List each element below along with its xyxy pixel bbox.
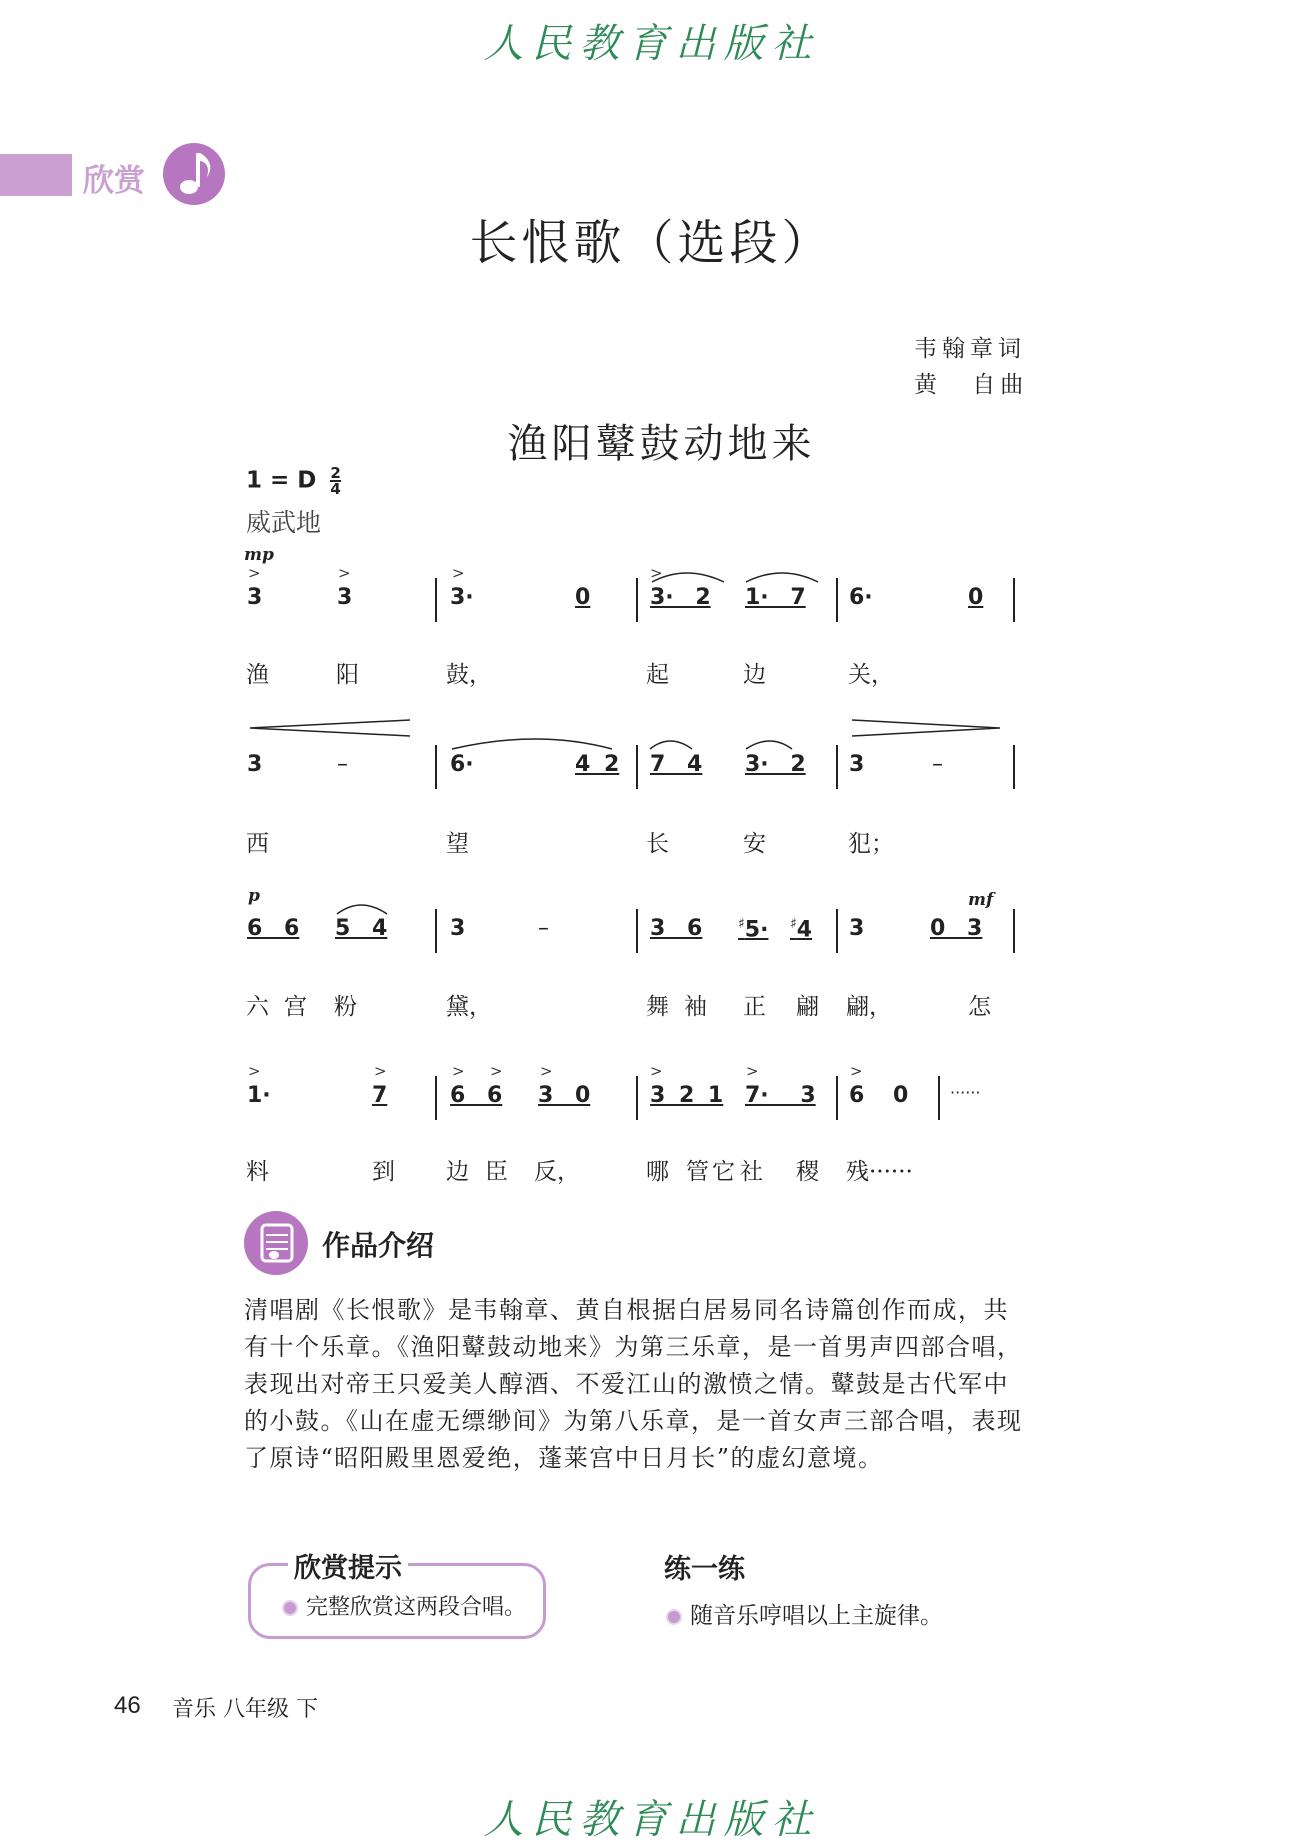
accent-mark: > xyxy=(746,1062,759,1080)
note-group: 4 2 xyxy=(575,752,620,777)
accent-mark: > xyxy=(490,1062,503,1080)
time-signature-bottom: 4 xyxy=(330,480,341,498)
accent-mark: > xyxy=(650,1062,663,1080)
note: 0 xyxy=(575,585,591,610)
decrescendo-hairpin xyxy=(848,718,1008,738)
movement-title: 渔阳鼙鼓动地来 xyxy=(507,421,816,467)
lyric: 犯； xyxy=(848,831,894,857)
barline xyxy=(636,578,638,622)
note: 3 xyxy=(849,916,865,941)
note: 0 xyxy=(893,1083,909,1108)
accent-mark: > xyxy=(338,564,351,582)
note: 3 xyxy=(849,752,865,777)
lyric: 望 xyxy=(446,831,469,857)
note-group: 6 6 xyxy=(247,916,300,941)
note-group: 3· 2 xyxy=(650,585,711,610)
lyric: 阳 xyxy=(336,662,359,688)
song-title: 长恨歌（选段） xyxy=(469,215,834,271)
note-group: 1· 7 xyxy=(745,585,806,610)
note: 3· xyxy=(450,585,474,610)
note: 1· xyxy=(247,1083,271,1108)
accent-mark: > xyxy=(540,1062,553,1080)
barline xyxy=(836,1076,838,1120)
tips-item: 完整欣赏这两段合唱。 xyxy=(282,1590,526,1621)
barline xyxy=(836,909,838,953)
lyric: 边 xyxy=(743,662,766,688)
note: 3 xyxy=(450,916,466,941)
note: 3 xyxy=(247,585,263,610)
lyric: 西 xyxy=(246,831,269,857)
dash: – xyxy=(932,752,943,777)
note: 3 xyxy=(337,585,353,610)
tempo-marking: 威武地 xyxy=(246,508,322,537)
barline xyxy=(435,578,437,622)
barline xyxy=(1013,909,1015,953)
time-signature-top: 2 xyxy=(330,464,341,482)
note-group: 3 0 xyxy=(538,1083,591,1108)
lyric: 稷 xyxy=(796,1159,819,1185)
note-group: 6 6 xyxy=(450,1083,503,1108)
lyric: 翩 xyxy=(796,994,819,1020)
lyric: 边 xyxy=(446,1159,469,1185)
barline xyxy=(435,1076,437,1120)
dash: – xyxy=(538,916,549,941)
publisher-watermark-top: 人民教育出版社 xyxy=(483,21,820,67)
note: 7 xyxy=(372,1083,388,1108)
lyric: 宫 xyxy=(284,994,307,1020)
practice-heading: 练一练 xyxy=(664,1554,745,1585)
lyric: 翩， xyxy=(846,994,892,1020)
scroll-icon xyxy=(244,1211,308,1275)
lyric: 舞 xyxy=(646,994,669,1020)
lyric: 它 xyxy=(712,1159,735,1185)
accent-mark: > xyxy=(452,564,465,582)
lyric: 鼓， xyxy=(446,662,492,688)
note-group: 7· 3 xyxy=(745,1083,816,1108)
lyric: 社 xyxy=(740,1159,763,1185)
lyric: 黛， xyxy=(446,994,492,1020)
lyric: 粉 xyxy=(334,994,357,1020)
lyric: 正 xyxy=(743,994,766,1020)
note-group: 3 2 1 xyxy=(650,1083,724,1108)
barline xyxy=(435,909,437,953)
section-bar xyxy=(0,154,72,196)
ellipsis: ······ xyxy=(950,1083,981,1102)
book-title: 音乐 八年级 下 xyxy=(172,1697,318,1722)
practice-item: 随音乐哼唱以上主旋律。 xyxy=(666,1597,943,1630)
barline xyxy=(938,1076,940,1120)
slur-marks xyxy=(448,733,838,753)
note: 3 xyxy=(247,752,263,777)
slur-marks xyxy=(333,898,393,918)
lyric: 残······ xyxy=(846,1159,913,1185)
lyric: 六 xyxy=(246,994,269,1020)
accent-mark: > xyxy=(850,1062,863,1080)
tips-heading: 欣赏提示 xyxy=(288,1546,408,1585)
slur-marks xyxy=(648,566,838,586)
note: 6· xyxy=(450,752,474,777)
note-group: 7 4 xyxy=(650,752,703,777)
note-group: 5 4 xyxy=(335,916,388,941)
note: 6 xyxy=(849,1083,865,1108)
bullet-icon xyxy=(666,1609,682,1625)
section-label: 欣赏 xyxy=(83,163,145,199)
accent-mark: > xyxy=(650,564,663,582)
note-group: 3· 2 xyxy=(745,752,806,777)
intro-body: 清唱剧《长恨歌》是韦翰章、黄自根据白居易同名诗篇创作而成，共有十个乐章。《渔阳鼙鼓动地来》为第三乐章，是一首男声四部合唱，表现出对帝王只爱美人醇酒、不爱江山的激愤之情。鼙鼓是古代军中的小鼓。《山在虚无缥缈间》为第八乐章，是一首女声三部合唱，表现了原诗“昭阳殿里恩爱绝，蓬莱宫中日月长”的虚幻意境。 xyxy=(244,1296,1023,1472)
dash: – xyxy=(337,752,348,777)
key-signature: 1 = D $\frac{2}{4}$ xyxy=(246,464,341,498)
lyric: 袖 xyxy=(684,994,707,1020)
dynamic-mp: mp xyxy=(244,545,274,565)
note-group: 0 3 xyxy=(930,916,983,941)
dynamic-p: p xyxy=(248,886,260,906)
barline xyxy=(1013,745,1015,789)
lyric: 怎 xyxy=(968,994,991,1020)
lyric: 反， xyxy=(534,1159,580,1185)
crescendo-hairpin xyxy=(246,718,416,738)
accent-mark: > xyxy=(452,1062,465,1080)
lyric: 哪 xyxy=(646,1159,669,1185)
lyric: 到 xyxy=(372,1159,395,1185)
lyric: 长 xyxy=(646,831,669,857)
accent-mark: > xyxy=(248,1062,261,1080)
lyric: 臣 xyxy=(485,1159,508,1185)
accent-mark: > xyxy=(374,1062,387,1080)
publisher-watermark-bottom: 人民教育出版社 xyxy=(483,1797,820,1843)
music-note-icon xyxy=(163,143,225,205)
dynamic-mf: mf xyxy=(968,890,994,910)
lyric: 管 xyxy=(686,1159,709,1185)
note: ♯4 xyxy=(790,916,813,943)
note: ♯5· xyxy=(738,916,769,943)
bullet-icon xyxy=(282,1600,298,1616)
lyric: 起 xyxy=(646,662,669,688)
barline xyxy=(1013,578,1015,622)
lyric: 渔 xyxy=(246,662,269,688)
intro-heading: 作品介绍 xyxy=(322,1229,435,1262)
barline xyxy=(636,909,638,953)
lyric: 安 xyxy=(743,831,766,857)
lyric: 料 xyxy=(246,1159,269,1185)
barline xyxy=(435,745,437,789)
note-group: 3 6 xyxy=(650,916,703,941)
barline xyxy=(636,1076,638,1120)
composer-credit: 黄 自曲 xyxy=(914,372,1029,398)
lyric: 关， xyxy=(848,662,894,688)
accent-mark: > xyxy=(248,564,261,582)
page-number: 46 xyxy=(114,1692,141,1719)
note: 6· xyxy=(849,585,873,610)
lyricist-credit: 韦翰章词 xyxy=(914,336,1026,362)
note: 0 xyxy=(968,585,984,610)
